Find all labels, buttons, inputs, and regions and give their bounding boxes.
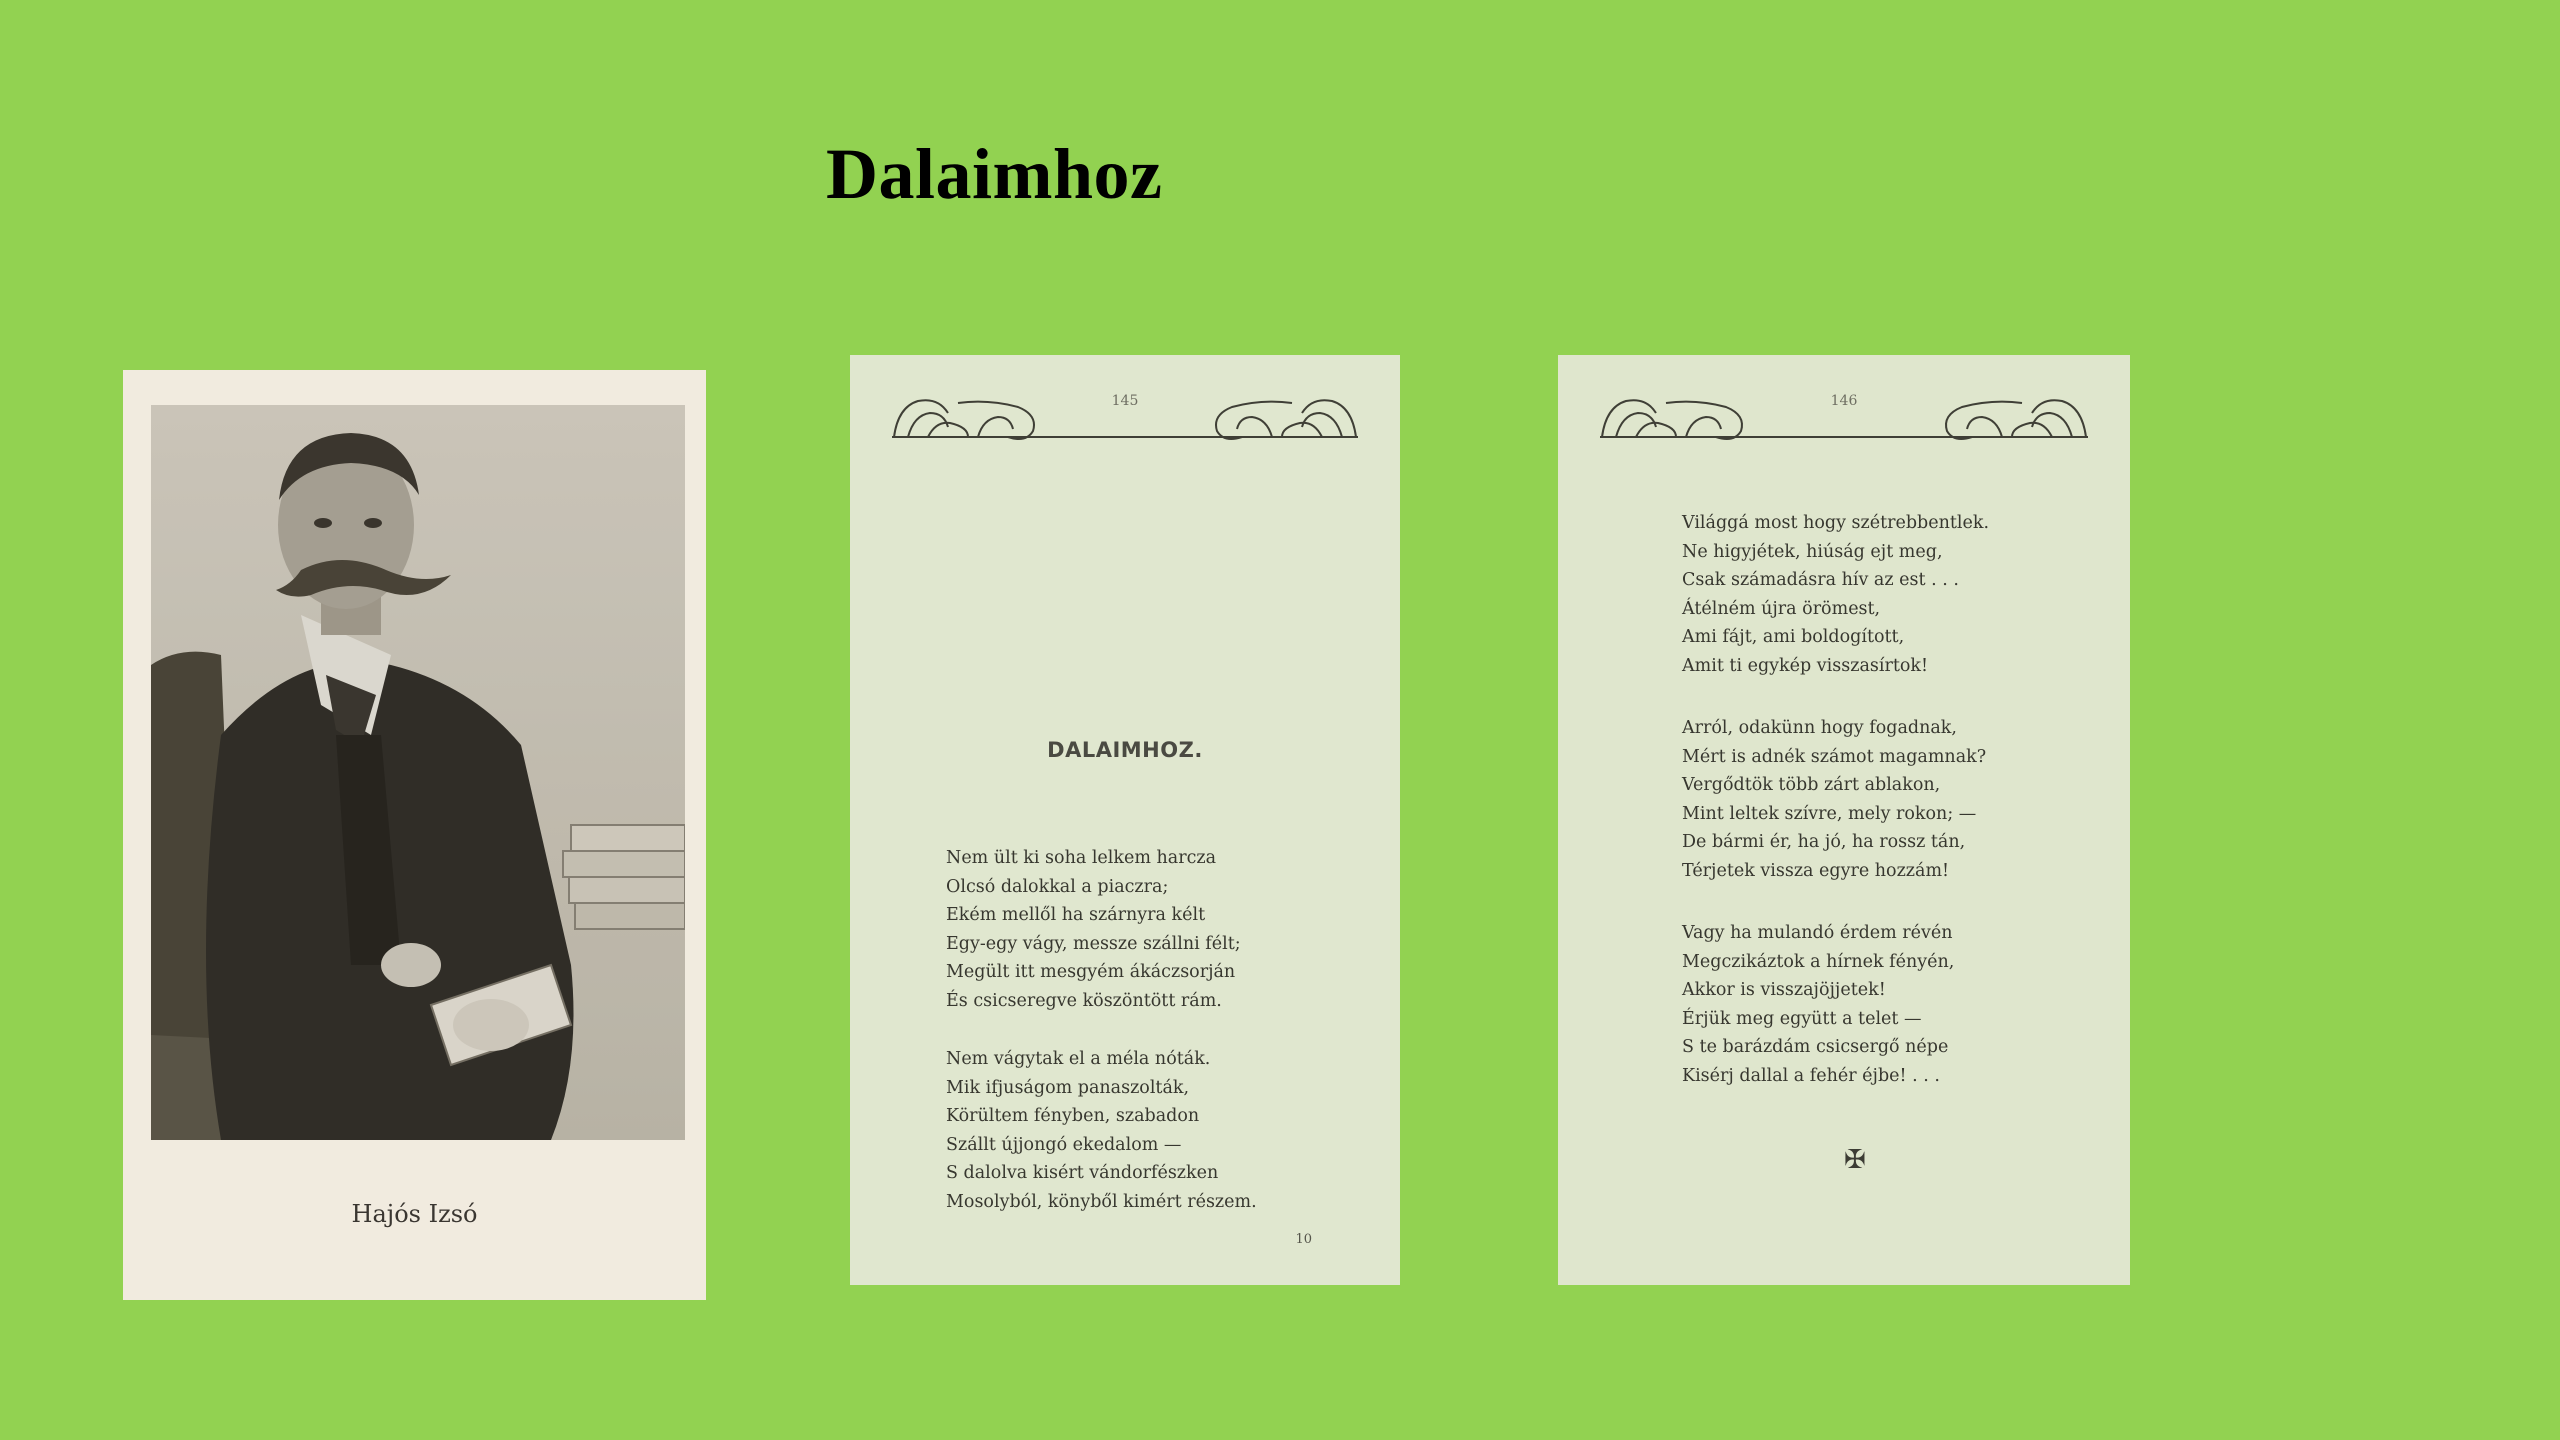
poem-line: Érjük meg együtt a telet — [1682, 1008, 1922, 1029]
poem-line: Akkor is visszajöjjetek! [1682, 980, 1886, 1001]
poem-line: Mint leltek szívre, mely rokon; — [1682, 803, 1977, 824]
poem-stanza-2 [946, 1045, 1257, 1217]
poem-heading: DALAIMHOZ. [1047, 738, 1203, 762]
poem-line: Csak számadásra hív az est . . . [1682, 570, 1959, 591]
poem-line: S dalolva kisért vándorfészken [946, 1163, 1219, 1184]
page-number: 146 [1830, 393, 1858, 409]
poem-line: Olcsó dalokkal a piaczra; [946, 876, 1169, 897]
poem-stanza-5 [1682, 919, 1954, 1091]
book-page-left [850, 355, 1400, 1285]
page-number: 145 [1111, 393, 1139, 409]
poem-stanza-3 [1682, 509, 1989, 681]
poem-line: Ne higyjétek, hiúság ejt meg, [1682, 541, 1943, 562]
poem-line: Ekém mellől ha szárnyra kélt [946, 905, 1206, 926]
poem-line: Mosolyból, könyből kimért részem. [946, 1191, 1257, 1212]
poem-line: De bármi ér, ha jó, ha rossz tán, [1682, 832, 1966, 853]
poem-line: Mik ifjuságom panaszolták, [946, 1077, 1190, 1098]
book-page-right [1558, 355, 2130, 1285]
portrait-card [123, 370, 706, 1300]
poem-line: Amit ti egykép visszasírtok! [1682, 655, 1929, 676]
poem-line: Nem vágytak el a méla nóták. [946, 1049, 1211, 1069]
poem-line: Megült itt mesgyém ákáczsorján [946, 962, 1236, 983]
poem-line: Megczikáztok a hírnek fényén, [1682, 951, 1955, 972]
poem-line: Kisérj dallal a fehér éjbe! . . . [1682, 1065, 1940, 1086]
poem-line: S te barázdám csicsergő népe [1682, 1037, 1949, 1058]
poem-line: Körültem fényben, szabadon [946, 1106, 1200, 1127]
poem-line: Térjetek vissza egyre hozzám! [1682, 860, 1950, 881]
poem-stanza-1 [946, 844, 1241, 1016]
portrait-caption: Hajós Izsó [351, 1200, 478, 1228]
poem-line: Egy-egy vágy, messze szállni félt; [946, 933, 1241, 954]
portrait-photo [151, 405, 685, 1140]
poem-line: Vagy ha mulandó érdem révén [1682, 923, 1953, 943]
end-ornament-icon: ✠ [1844, 1145, 1866, 1175]
poem-line: Nem ült ki soha lelkem harcza [946, 848, 1217, 868]
poem-line: És csicseregve köszöntött rám. [946, 990, 1222, 1011]
poem-stanza-4 [1682, 714, 1986, 886]
poem-line: Ami fájt, ami boldogított, [1682, 627, 1905, 648]
portrait-illustration [151, 405, 685, 1140]
slide-title: Dalaimhoz [826, 134, 1163, 214]
poem-line: Vergődtök több zárt ablakon, [1682, 775, 1941, 796]
poem-line: Arról, odakünn hogy fogadnak, [1682, 718, 1957, 738]
poem-line: Világgá most hogy szétrebbentlek. [1682, 513, 1990, 533]
poem-line: Mért is adnék számot magamnak? [1682, 746, 1987, 767]
poem-line: Átélném újra örömest, [1682, 598, 1881, 619]
poem-line: Szállt újjongó ekedalom — [946, 1134, 1182, 1155]
page-footer-number: 10 [1295, 1232, 1312, 1247]
